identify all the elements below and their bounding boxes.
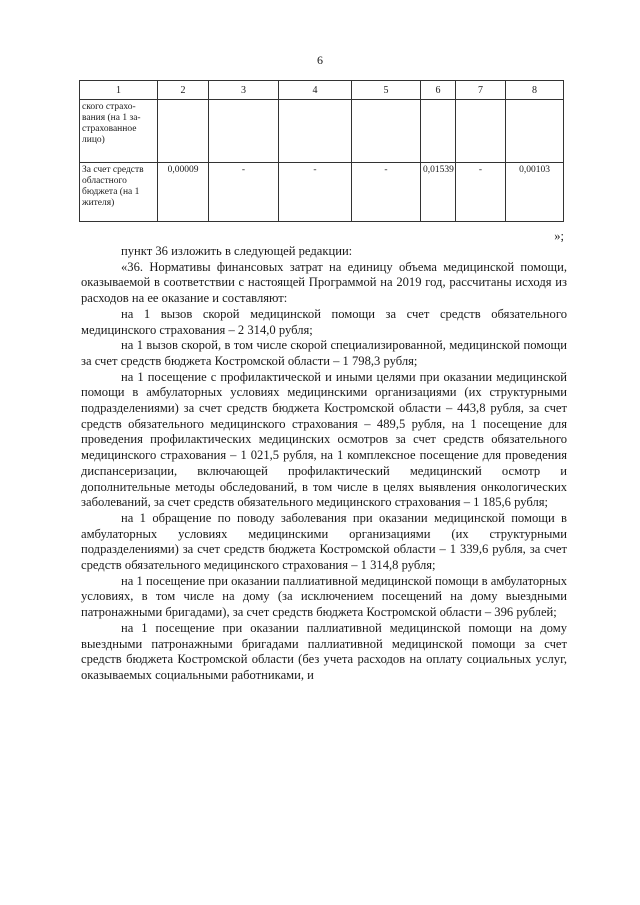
table-header-cell: 2 <box>158 81 209 100</box>
table-cell-label: ского страхо-вания (на 1 за-страхованное лицо) <box>80 100 158 163</box>
paragraph: на 1 посещение при оказании паллиативной медицинской помощи на дому выездными патронажными бригадами паллиативной медицинской помощи за счет средств бюджета Костромской области (без учета расходов на оплату социальных услуг, оказываемых социальными работниками, и <box>81 620 567 682</box>
table-cell: 0,00009 <box>158 163 209 222</box>
table-cell: - <box>209 163 279 222</box>
table-cell-label: За счет средств областного бюджета (на 1 жителя) <box>80 163 158 222</box>
table-cell <box>421 100 456 163</box>
paragraph: «36. Нормативы финансовых затрат на единицу объема медицинской помощи, оказываемой в соответствии с настоящей Программой на 2019 год, рассчитаны исходя из расходов на ее оказание и составляют: <box>81 259 567 306</box>
table-header-cell: 4 <box>279 81 352 100</box>
table-cell <box>158 100 209 163</box>
paragraph: на 1 вызов скорой, в том числе скорой специализированной, медицинской помощи за счет средств бюджета Костромской области – 1 798,3 рубля; <box>81 338 567 368</box>
body-text <box>81 244 567 684</box>
table-cell: - <box>279 163 352 222</box>
paragraph: пункт 36 изложить в следующей редакции: <box>121 244 353 258</box>
table-header-cell: 1 <box>80 81 158 100</box>
table-header-cell: 3 <box>209 81 279 100</box>
table-row <box>80 163 564 222</box>
paragraph: на 1 вызов скорой медицинской помощи за счет средств обязательного медицинского страхования – 2 314,0 рубля; <box>81 306 567 337</box>
table-header-cell: 6 <box>421 81 456 100</box>
table-cell: 0,00103 <box>506 163 564 222</box>
table-header-cell: 5 <box>352 81 421 100</box>
page-number: 6 <box>317 53 323 67</box>
paragraph: на 1 обращение по поводу заболевания при оказании медицинской помощи в амбулаторных условиях медицинскими организациями (их структурными подразделениями) за счет средств бюджета Костромской области – 1 339,6 рубля, за счет средств обязательного медицинского страхования – 1 314,8 рубля; <box>81 510 567 573</box>
table-cell <box>456 100 506 163</box>
table-cell <box>352 100 421 163</box>
table-cell <box>279 100 352 163</box>
table-row <box>80 100 564 163</box>
table-cell: - <box>352 163 421 222</box>
continuation-table <box>79 80 564 222</box>
table-header-cell: 8 <box>506 81 564 100</box>
paragraph: на 1 посещение при оказании паллиативной медицинской помощи в амбулаторных условиях, в том числе на дому (за исключением посещений на дому выездными патронажными бригадами), за счет средств бюджета Костромской области – 396 рублей; <box>81 573 567 620</box>
table-cell: 0,01539 <box>421 163 456 222</box>
table-cell <box>506 100 564 163</box>
table-cell: - <box>456 163 506 222</box>
paragraph: на 1 посещение с профилактической и иными целями при оказании медицинской помощи в амбулаторных условиях медицинскими организациями (их структурными подразделениями) за счет средств бюджета Костромской области – 443,8 рубля, за счет средств обязательного медицинского страхования – 489,5 рубля, на 1 посещение для проведения профилактических медицинских осмотров за счет средств обязательного медицинского страхования – 1 021,5 рубля, на 1 комплексное посещение для проведения диспансеризации, включающей профилактический медицинский осмотр и дополнительные методы обследований, в том числе в целях выявления онкологических заболеваний, за счет средств обязательного медицинского страхования – 1 185,6 рубля; <box>81 369 567 510</box>
table-cell <box>209 100 279 163</box>
table-header-cell: 7 <box>456 81 506 100</box>
closing-quote: »; <box>554 229 564 243</box>
table-header-row <box>80 81 564 100</box>
